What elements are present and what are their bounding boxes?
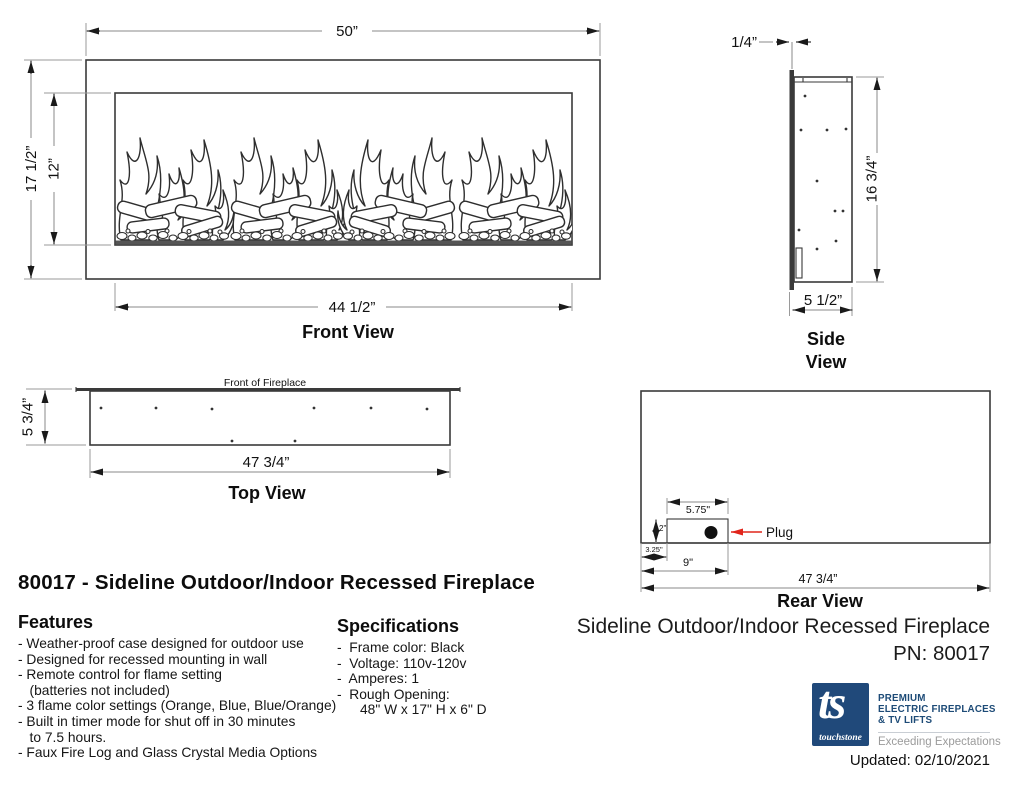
side-dim-flange bbox=[731, 34, 811, 69]
dim-label: 9" bbox=[682, 557, 694, 569]
feature-item: - Faux Fire Log and Glass Crystal Media Options bbox=[18, 745, 318, 761]
feature-item: (batteries not included) bbox=[18, 682, 170, 698]
touchstone-logo bbox=[812, 677, 869, 746]
spec-item: - Rough Opening: bbox=[337, 686, 450, 702]
front-view bbox=[23, 23, 600, 342]
dim-label: 17 1/2” bbox=[23, 145, 40, 193]
document-title: 80017 - Sideline Outdoor/Indoor Recessed Fireplace bbox=[18, 571, 535, 594]
product-name: Sideline Outdoor/Indoor Recessed Fireplace bbox=[576, 615, 990, 638]
side-view bbox=[731, 34, 884, 372]
front-dim-outer-width bbox=[86, 23, 600, 56]
spec-item: - Amperes: 1 bbox=[337, 671, 420, 687]
rear-dim-junction-offset bbox=[641, 543, 667, 561]
top-view-title: Top View bbox=[228, 483, 306, 503]
tagline-line: ELECTRIC FIREPLACES bbox=[878, 703, 996, 715]
dim-label: 47 3/4” bbox=[242, 454, 290, 471]
rear-body bbox=[641, 391, 990, 543]
logo-wordmark: touchstone bbox=[819, 733, 862, 743]
specifications-section bbox=[337, 616, 487, 718]
features-section bbox=[18, 612, 336, 761]
dim-label: 16 3/4” bbox=[863, 155, 881, 203]
feature-item: to 7.5 hours. bbox=[18, 729, 107, 745]
dim-label: 5.75" bbox=[685, 504, 711, 516]
top-dim-depth bbox=[20, 389, 87, 445]
feature-item: - Remote control for flame setting bbox=[18, 667, 222, 683]
dim-label: 44 1/2” bbox=[328, 299, 376, 316]
rear-dim-junction-height bbox=[656, 519, 666, 543]
logo-monogram: ts bbox=[818, 677, 844, 729]
side-view-title: Side bbox=[806, 329, 846, 349]
front-view-title: Front View bbox=[302, 322, 394, 342]
side-junction-box bbox=[796, 248, 802, 278]
side-dim-depth bbox=[790, 287, 854, 316]
plug-callout bbox=[731, 525, 793, 540]
tagline-line: PREMIUM bbox=[878, 693, 926, 704]
plug-dot bbox=[705, 526, 718, 539]
feature-item: - 3 flame color settings (Orange, Blue, Blue/Orange) bbox=[18, 698, 337, 714]
spec-item: 48" W x 17" H x 6" D bbox=[337, 702, 487, 718]
tagline-line: & TV LIFTS bbox=[878, 714, 933, 726]
top-screw-dots bbox=[100, 407, 429, 443]
dim-label: 3.25" bbox=[645, 545, 663, 554]
top-view bbox=[20, 377, 461, 503]
side-screw-dots bbox=[798, 95, 848, 251]
rear-dim-junction-width bbox=[667, 498, 728, 516]
front-dim-inner-height bbox=[44, 93, 111, 245]
dim-label: 50” bbox=[336, 23, 358, 40]
spec-item: - Voltage: 110v-120v bbox=[337, 655, 467, 671]
feature-item: - Designed for recessed mounting in wall bbox=[18, 651, 268, 667]
dim-label: 5 1/2” bbox=[803, 292, 843, 309]
top-body bbox=[90, 391, 450, 445]
dim-label: 5 3/4” bbox=[19, 397, 37, 437]
features-heading: Features bbox=[18, 612, 94, 632]
brand-block bbox=[812, 677, 1001, 749]
dim-label: 12” bbox=[45, 158, 63, 180]
feature-item: - Built in timer mode for shut off in 30 minutes bbox=[18, 713, 296, 729]
side-dim-height bbox=[856, 77, 884, 282]
top-dim-width bbox=[90, 449, 450, 478]
front-of-fireplace-label: Front of Fireplace bbox=[223, 377, 307, 389]
dim-label: 1/4” bbox=[731, 34, 757, 51]
brand-slogan: Exceeding Expectations bbox=[878, 736, 1001, 749]
brand-tagline bbox=[878, 683, 1001, 748]
front-dim-inner-width bbox=[115, 283, 572, 316]
side-view-title: View bbox=[805, 352, 847, 372]
ember-bed-strip bbox=[116, 241, 572, 245]
dim-label: 47 3/4” bbox=[798, 572, 838, 586]
flame-log-media bbox=[116, 138, 577, 245]
side-body bbox=[794, 77, 852, 282]
rear-junction-box bbox=[667, 519, 728, 543]
updated-date: Updated: 02/10/2021 bbox=[849, 752, 990, 769]
specifications-heading: Specifications bbox=[337, 616, 460, 636]
rear-view-title: Rear View bbox=[777, 591, 863, 611]
plug-label: Plug bbox=[766, 525, 794, 540]
feature-item: - Weather-proof case designed for outdoor use bbox=[18, 636, 304, 651]
rear-view bbox=[641, 391, 990, 611]
spec-item: - Frame color: Black bbox=[337, 640, 465, 655]
rear-dim-width bbox=[641, 543, 990, 592]
tagline-divider bbox=[878, 732, 990, 733]
product-title-block bbox=[577, 615, 990, 666]
product-part-number: PN: 80017 bbox=[893, 642, 990, 665]
dim-label: 2" bbox=[659, 524, 667, 533]
